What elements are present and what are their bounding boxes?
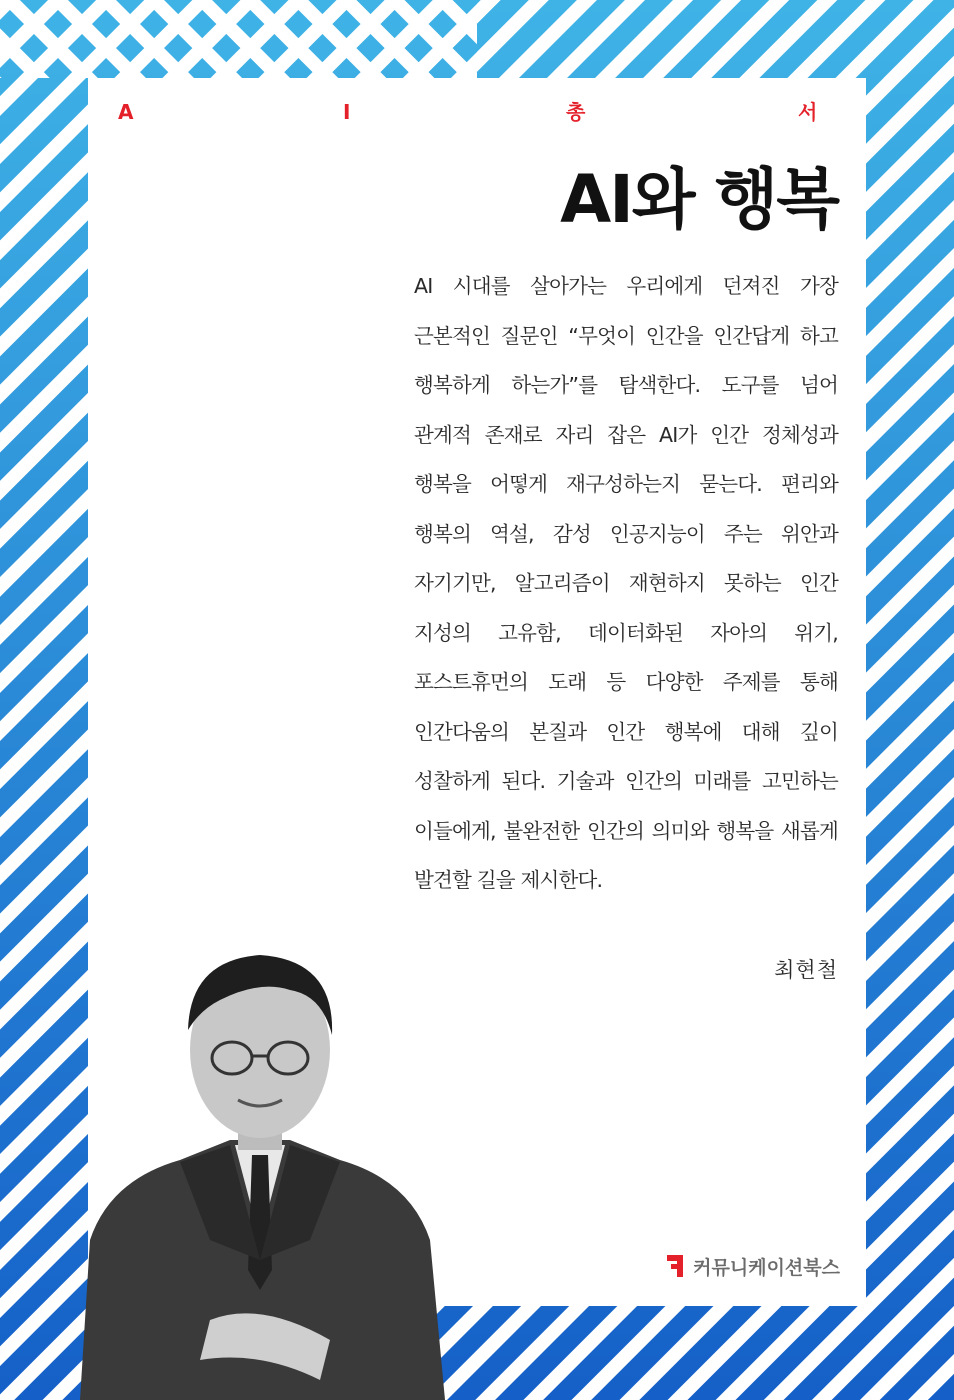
- publisher-mark-icon: [665, 1253, 687, 1279]
- series-letter: 총: [566, 100, 586, 124]
- series-letter: I: [343, 100, 351, 124]
- publisher-logo: [665, 1252, 840, 1280]
- publisher-name: 커뮤니케이션북스: [693, 1256, 840, 1279]
- series-label: [118, 100, 838, 124]
- author-name: 최현철: [774, 958, 838, 982]
- series-letter: A: [118, 100, 134, 124]
- book-description: AI 시대를 살아가는 우리에게 던져진 가장 근본적인 질문인 “무엇이 인간을 인간답게 하고 행복하게 하는가”를 탐색한다. 도구를 넘어 관계적 존재로 자리 잡은 AI가 인간 정체성과 행복을 어떻게 재구성하는지 묻는다. 편리와 행복의 역설, 감성 인공지능이 주는 위안과 자기기만, 알고리즘이 재현하지 못하는 인간 지성의 고유함, 데이터화된 자아의 위기, 포스트휴먼의 도래 등 다양한 주제를 통해 인간다움의 본질과 인간 행복에 대해 깊이 성찰하게 된다. 기술과 인간의 미래를 고민하는 이들에게, 불완전한 인간의 의미와 행복을 새롭게 발견할 길을 제시한다.: [414, 274, 838, 892]
- author-photo: [60, 940, 460, 1400]
- book-title: AI와 행복: [560, 161, 838, 238]
- series-letter: 서: [798, 100, 818, 124]
